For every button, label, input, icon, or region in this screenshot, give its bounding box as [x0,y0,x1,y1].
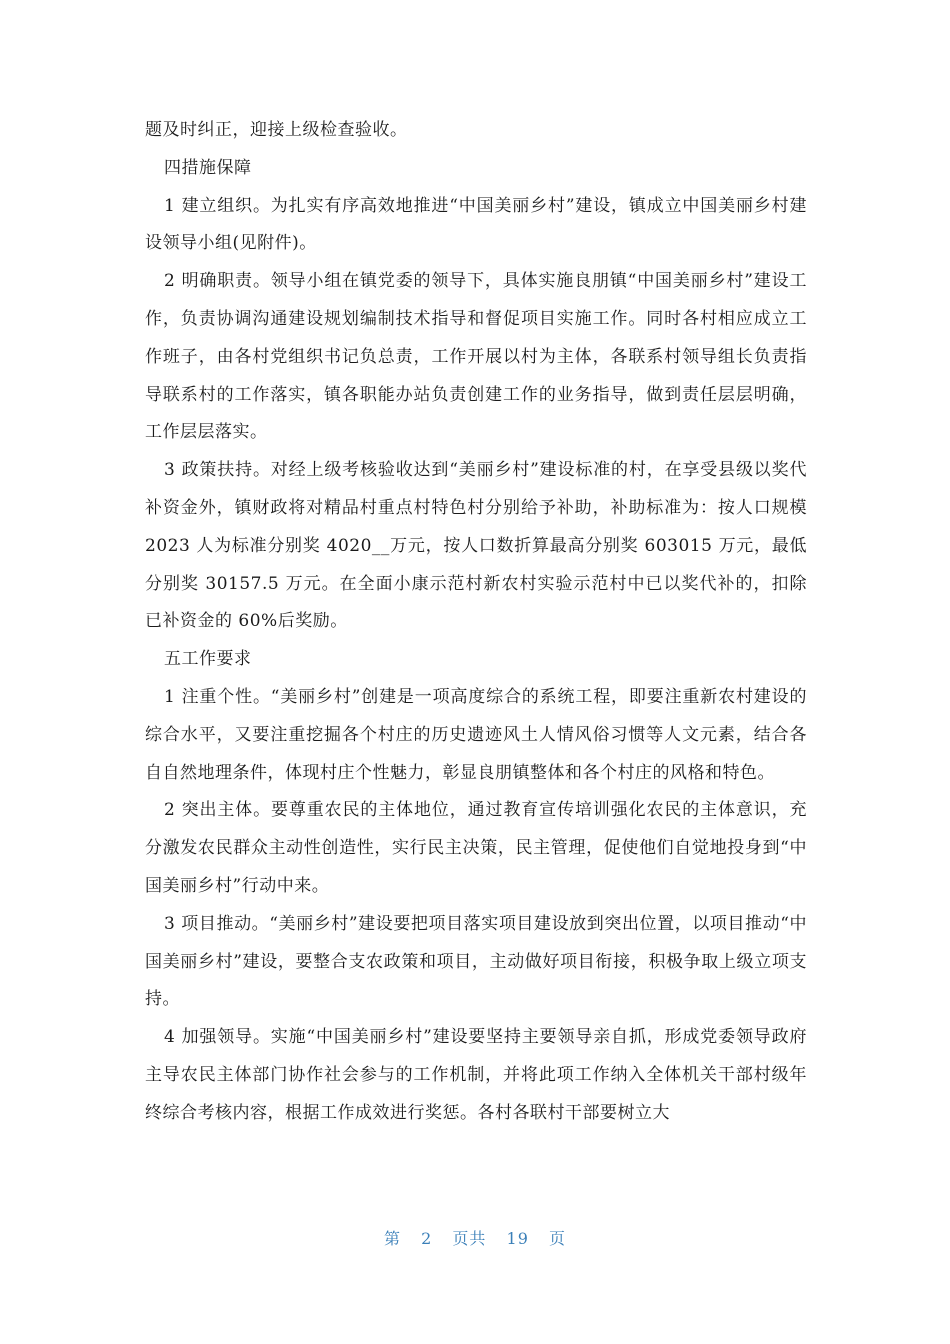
document-body [145,112,807,1133]
section-heading-requirements: 五工作要求 [164,649,252,670]
paragraph-organization: 1 建立组织。为扎实有序高效地推进“中国美丽乡村”建设，镇成立中国美丽乡村建设领导小组(见附件)。 [145,195,807,254]
paragraph-subject: 2 突出主体。要尊重农民的主体地位，通过教育宣传培训强化农民的主体意识，充分激发农民群众主动性创造性，实行民主决策，民主管理，促使他们自觉地投身到“中国美丽乡村”行动中来。 [145,800,807,896]
section-heading-measures: 四措施保障 [164,157,252,178]
page-footer [0,1226,950,1249]
footer-current-page: 2 [421,1229,433,1248]
paragraph-0: 题及时纠正，迎接上级检查验收。 [145,120,408,140]
paragraph-responsibilities: 2 明确职责。领导小组在镇党委的领导下，具体实施良朋镇“中国美丽乡村”建设工作，负责协调沟通建设规划编制技术指导和督促项目实施工作。同时各村相应成立工作班子，由各村党组织书记负总责，工作开展以村为主体，各联系村领导组长负责指导联系村的工作落实，镇各职能办站负责创建工作的业务指导，做到责任层层明确，工作层层落实。 [145,271,807,443]
footer-prefix: 第 [384,1229,402,1248]
paragraph-policy-support: 3 政策扶持。对经上级考核验收达到“美丽乡村”建设标准的村，在享受县级以奖代补资金外，镇财政将对精品村重点村特色村分别给予补助，补助标准为：按人口规模 2023 人为标准分别奖 4020__万元，按人口数折算最高分别奖 603015 万元，最低分别奖 30157.5 万元。在全面小康示范村新农村实验示范村中已以奖代补的，扣除已补资金的 60%后奖励。 [145,460,807,632]
paragraph-individuality: 1 注重个性。“美丽乡村”创建是一项高度综合的系统工程，即要注重新农村建设的综合水平，又要注重挖掘各个村庄的历史遗迹风土人情风俗习惯等人文元素，结合各自自然地理条件，体现村庄个性魅力，彰显良朋镇整体和各个村庄的风格和特色。 [145,686,807,783]
footer-suffix: 页 [548,1229,566,1248]
paragraph-project-promotion: 3 项目推动。“美丽乡村”建设要把项目落实项目建设放到突出位置，以项目推动“中国美丽乡村”建设，要整合支农政策和项目，主动做好项目衔接，积极争取上级立项支持。 [145,913,807,1010]
paragraph-leadership: 4 加强领导。实施“中国美丽乡村”建设要坚持主要领导亲自抓，形成党委领导政府主导农民主体部门协作社会参与的工作机制，并将此项工作纳入全体机关干部村级年终综合考核内容，根据工作成效进行奖惩。各村各联村干部要树立大 [145,1027,807,1123]
footer-total-pages: 19 [506,1229,529,1248]
footer-middle: 页共 [452,1229,487,1248]
